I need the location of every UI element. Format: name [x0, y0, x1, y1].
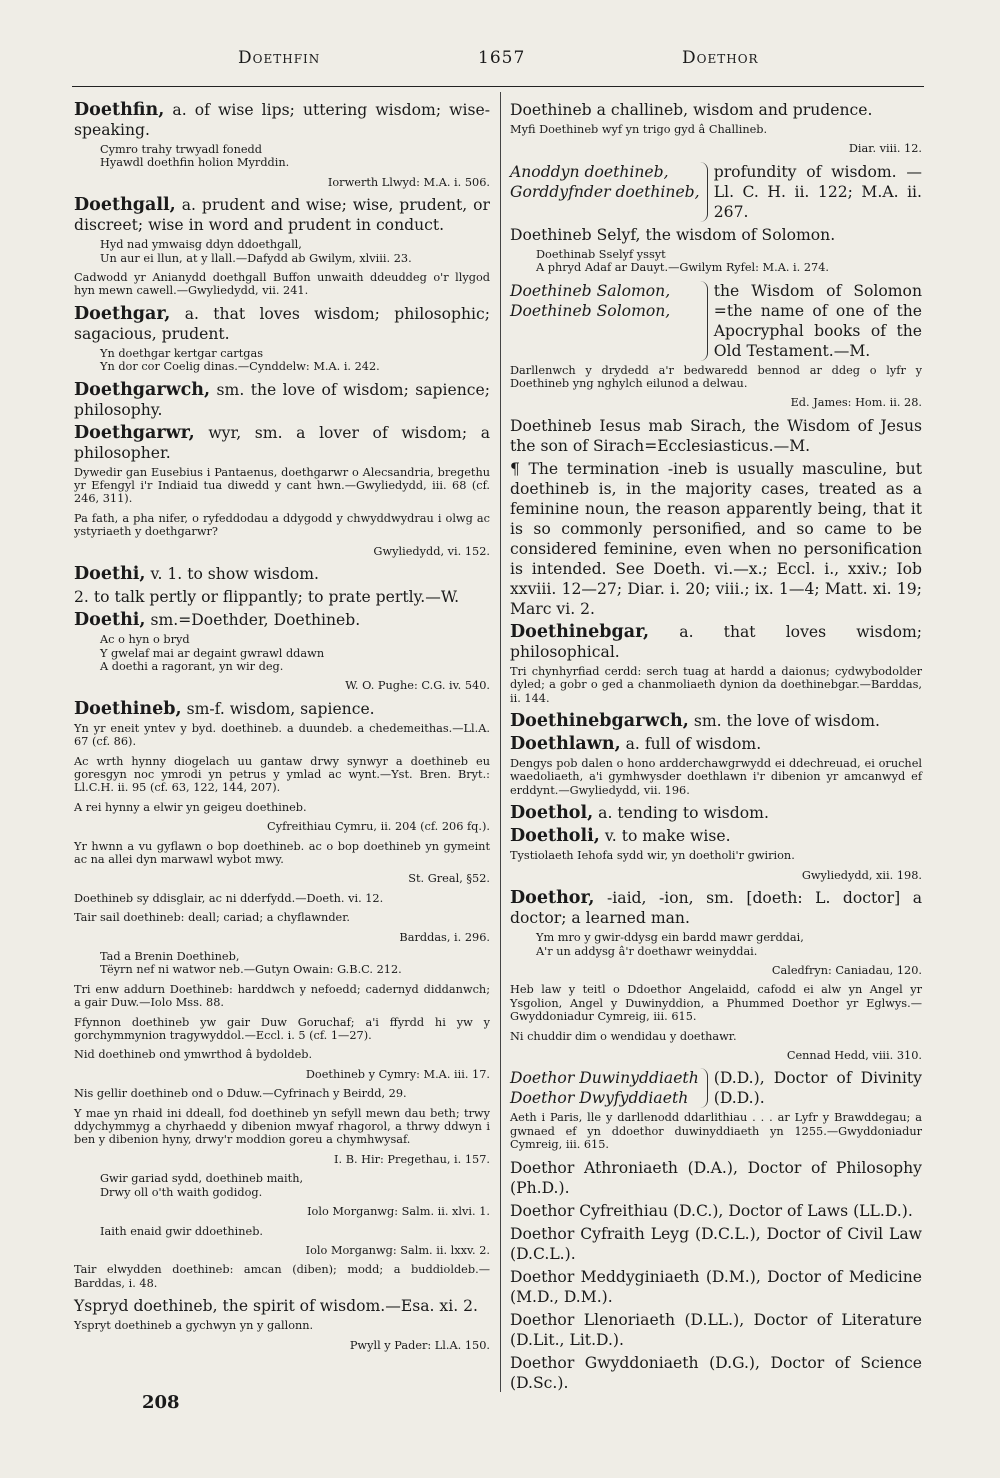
citation-quote: Ym mro y gwir-ddysg ein bardd mawr gerddai, A'r un addysg â'r doethawr weinyddai. — [536, 931, 804, 958]
dictionary-entry — [510, 826, 922, 846]
dictionary-entry — [74, 610, 490, 630]
bracketed-entry-row — [510, 281, 922, 361]
citation-quote: Cadwodd yr Anianydd doethgall Buffon unwaith ddeuddeg o'r llygod hyn mewn cawell.—Gwyliedydd, vii. 241. — [74, 271, 490, 298]
headword: Doethlawn, — [510, 734, 621, 755]
citation-quote: Yr hwnn a vu gyflawn o bop doethineb. ac o bop doethineb yn gymeint ac na allei dyn marwawl wybot mwy. — [74, 839, 490, 866]
headword: Doethgarwch, — [74, 379, 211, 400]
running-head-right: Doethor — [682, 48, 759, 68]
citation-source: Diar. viii. 12. — [848, 142, 922, 156]
entry-definition: Doethineb a challineb, wisdom and prudence. — [510, 101, 873, 119]
column-divider — [500, 92, 501, 1392]
dictionary-entry — [510, 1158, 922, 1198]
citation-quote: Darllenwch y drydedd a'r bedwaredd bennod ar ddeg o lyfr y Doethineb yng nghylch eilunod a delwau. — [510, 363, 922, 391]
bracketed-terms: Doethor Duwinyddiaeth Doethor Dwyfyddiaeth — [510, 1068, 708, 1108]
dictionary-entry — [510, 459, 922, 619]
bracketed-definition: profundity of wisdom. —Ll. C. H. ii. 122; M.A. ii. 267. — [713, 162, 922, 221]
entry-definition: sm.=Doethder, Doethineb. — [145, 611, 361, 630]
citation-source: Ed. James: Hom. ii. 28. — [790, 396, 922, 410]
left-column — [74, 100, 490, 1358]
entry-definition: a. prudent and wise; wise, prudent, or discreet; wise in word and prudent in conduct. — [74, 196, 490, 235]
bracketed-entry — [510, 1068, 922, 1108]
dictionary-entry — [74, 195, 490, 235]
bracketed-definition: the Wisdom of Solomon =the name of one of the Apocryphal books of the Old Testament.—M. — [713, 281, 922, 360]
citation-source: Iolo Morganwg: Salm. ii. lxxv. 2. — [305, 1243, 490, 1257]
entry-definition: Doethor Gwyddoniaeth (D.G.), Doctor of Science (D.Sc.). — [510, 1353, 922, 1392]
citation-quote: Doethinab Sselyf yssyt A phryd Adaf ar Dauyt.—Gwilym Ryfel: M.A. i. 274. — [536, 247, 829, 275]
citation-quote: Tair sail doethineb: deall; cariad; a chyflawnder. — [74, 911, 350, 925]
entry-definition: Doethor Llenoriaeth (D.LL.), Doctor of Literature (D.Lit., Lit.D.). — [510, 1310, 922, 1349]
dictionary-entry — [510, 1224, 922, 1264]
citation-quote: Heb law y teitl o Ddoethor Angelaidd, cafodd ei alw yn Angel yr Ysgolion, Angel y Duwinyddion, a Phummed Doethor yr Eglwys.—Gwyddoniadur Cymreig, iii. 615. — [510, 983, 922, 1024]
citation-quote: Ac wrth hynny diogelach uu gantaw drwy synwyr a doethineb eu goresgyn noc ymrodi yn petrus y ymlad ac wynt.—Yst. Bren. Bryt.: Ll.C.H. ii. 95 (cf. 63, 122, 144, 207). — [74, 754, 490, 795]
citation-source: Pwyll y Pader: Ll.A. 150. — [349, 1338, 490, 1352]
dictionary-entry — [510, 711, 922, 731]
bracketed-terms: Anoddyn doethineb, Gorddyfnder doethineb, — [510, 162, 708, 222]
entry-definition: -iaid, -ion, sm. [doeth: L. doctor] a doctor; a learned man. — [510, 889, 922, 928]
entry-definition: v. 1. to show wisdom. — [145, 565, 319, 584]
citation-quote: Iaith enaid gwir ddoethineb. — [100, 1224, 264, 1238]
dictionary-entry — [74, 100, 490, 140]
citation-quote: Hyd nad ymwaisg ddyn ddoethgall, Un aur ei llun, at y llall.—Dafydd ab Gwilym, xlviii. 23. — [100, 238, 412, 265]
citation-source: Barddas, i. 296. — [399, 930, 490, 944]
citation-source: Iorwerth Llwyd: M.A. i. 506. — [327, 175, 490, 189]
dictionary-entry — [74, 564, 490, 584]
dictionary-entry — [74, 304, 490, 344]
running-head-left: Doethfin — [238, 48, 321, 68]
citation-source: I. B. Hir: Pregethau, i. 157. — [334, 1152, 490, 1166]
citation-quote: Cymro trahy trwyadl fonedd Hyawdl doethfin holion Myrddin. — [100, 143, 290, 170]
citation-source: Iolo Morganwg: Salm. ii. xlvi. 1. — [307, 1205, 490, 1219]
entry-definition: Doethor Athroniaeth (D.A.), Doctor of Philosophy (Ph.D.). — [510, 1158, 922, 1197]
dictionary-entry — [510, 1353, 922, 1393]
entry-definition: a. that loves wisdom; philosophic; sagacious, prudent. — [74, 304, 490, 343]
dictionary-entry — [510, 1201, 922, 1221]
headword: Doethfin, — [74, 100, 165, 120]
citation-source: Cyfreithiau Cymru, ii. 204 (cf. 206 fq.). — [267, 820, 490, 834]
dictionary-entry — [74, 587, 490, 607]
entry-definition: 2. to talk pertly or flippantly; to prate pertly.—W. — [74, 588, 460, 607]
entry-definition: a. of wise lips; uttering wisdom; wise-speaking. — [74, 101, 490, 139]
headword: Doethinebgarwch, — [510, 711, 689, 732]
dictionary-entry — [510, 734, 922, 754]
entry-definition: sm. the love of wisdom; sapience; philosophy. — [74, 380, 490, 419]
dictionary-entry — [74, 1296, 490, 1316]
citation-quote: Tri chynhyrfiad cerdd: serch tuag at hardd a daionus; cydwybodolder dyled; a gobr o ged a chanmoliaeth dynion da doethinebgar.—Barddas, ii. 144. — [510, 664, 922, 705]
citation-source: Gwyliedydd, vi. 152. — [373, 544, 490, 558]
bracketed-entry — [510, 162, 922, 222]
citation-source: W. O. Pughe: C.G. iv. 540. — [345, 679, 490, 693]
header-rule — [72, 86, 924, 87]
citation-source: Doethineb y Cymry: M.A. iii. 17. — [305, 1067, 490, 1081]
citation-quote: Tair elwydden doethineb: amcan (diben); modd; a buddioldeb.—Barddas, i. 48. — [74, 1263, 490, 1290]
headword: Doethgarwr, — [74, 422, 195, 443]
page-folio: 1657 — [478, 48, 526, 68]
bracketed-terms: Doethineb Salomon, Doethineb Solomon, — [510, 281, 708, 361]
headword: Doethgall, — [74, 195, 176, 216]
bracketed-entry-row — [510, 1068, 922, 1108]
headword: Doethi, — [74, 564, 146, 585]
citation-quote: Myfi Doethineb wyf yn trigo gyd â Challineb. — [510, 123, 768, 136]
entry-definition: a. that loves wisdom; philosophical. — [510, 622, 922, 661]
dictionary-entry — [510, 622, 922, 662]
citation-quote: Nid doethineb ond ymwrthod â bydoldeb. — [74, 1048, 313, 1062]
entry-definition: v. to make wise. — [599, 827, 731, 846]
citation-source: Caledfryn: Caniadau, 120. — [771, 963, 922, 977]
dictionary-entry — [74, 380, 490, 420]
citation-quote: Yn yr eneit yntev y byd. doethineb. a duundeb. a chedemeithas.—Ll.A. 67 (cf. 86). — [74, 721, 490, 749]
dictionary-entry — [510, 888, 922, 928]
citation-source: Cennad Hedd, viii. 310. — [786, 1048, 922, 1062]
citation-source: St. Greal, §52. — [408, 872, 490, 886]
citation-quote: Yn doethgar kertgar cartgas Yn dor cor Coelig dinas.—Cynddelw: M.A. i. 242. — [100, 346, 380, 374]
headword: Doethgar, — [74, 303, 171, 324]
entry-definition: a. full of wisdom. — [620, 735, 762, 754]
dictionary-entry — [510, 1310, 922, 1350]
citation-quote: Ac o hyn o bryd Y gwelaf mai ar degaint gwrawl ddawn A doethi a ragorant, yn wir deg. — [100, 633, 325, 673]
citation-quote: A rei hynny a elwir yn geigeu doethineb. — [74, 800, 307, 814]
bracketed-entry-row — [510, 162, 922, 222]
headword: Doethineb, — [74, 698, 182, 719]
citation-quote: Tad a Brenin Doethineb, Tëyrn nef ni watwor neb.—Gutyn Owain: G.B.C. 212. — [100, 950, 402, 977]
bracketed-entry — [510, 281, 922, 361]
entry-definition: ¶ The termination -ineb is usually masculine, but doethineb is, in the majority cases, treated as a feminine noun, the reason apparently being, that it is so commonly personified, and so came to be considered feminine, even when no personification is intended. See Doeth. vi.—x.; Eccl. i., xxiv.; Iob xxviii. 12—27; Diar. i. 20; viii.; ix. 1—4; Matt. xi. 19; Marc vi. 2. — [510, 459, 922, 618]
headword: Doetholi, — [510, 826, 600, 847]
entry-definition: sm. the love of wisdom. — [688, 712, 880, 731]
entry-definition: Doethineb Selyf, the wisdom of Solomon. — [510, 225, 836, 244]
right-column — [510, 100, 922, 1396]
citation-quote: Gwir gariad sydd, doethineb maith, Drwy oll o'th waith godidog. — [100, 1172, 304, 1199]
bracketed-definition: (D.D.), Doctor of Divinity (D.D.). — [713, 1069, 922, 1108]
citation-quote: Pa fath, a pha nifer, o ryfeddodau a ddygodd y chwyddwydrau i olwg ac ystyriaeth y doethgarwr? — [74, 511, 490, 539]
headword: Doethi, — [74, 610, 146, 631]
entry-definition: a. tending to wisdom. — [593, 804, 769, 823]
citation-quote: Ffynnon doethineb yw gair Duw Goruchaf; a'i ffyrdd hi yw y gorchymmynion tragywyddol.—Eccl. i. 5 (cf. 1—27). — [74, 1015, 490, 1043]
dictionary-entry — [510, 1267, 922, 1307]
citation-source: Gwyliedydd, xii. 198. — [801, 868, 922, 882]
dictionary-entry — [74, 699, 490, 719]
entry-definition: Doethor Meddyginiaeth (D.M.), Doctor of Medicine (M.D., D.M.). — [510, 1267, 922, 1306]
entry-definition: Doethor Cyfreithiau (D.C.), Doctor of Laws (LL.D.). — [510, 1201, 913, 1220]
citation-quote: Y mae yn rhaid ini ddeall, fod doethineb yn sefyll mewn dau beth; trwy ddychymmyg a chyrhaedd y dibenion mwyaf rhagorol, a thrwy ddwyn i ben y dibenion hyny, drwy'r moddion goreu a chymhwysaf. — [74, 1106, 490, 1147]
headword: Doethol, — [510, 803, 594, 824]
entry-definition: wyr, sm. a lover of wisdom; a philosopher. — [74, 423, 490, 462]
entry-definition: Doethineb Iesus mab Sirach, the Wisdom of Jesus the son of Sirach=Ecclesiasticus.—M. — [510, 416, 922, 455]
citation-quote: Yspryt doethineb a gychwyn yn y gallonn. — [74, 1319, 314, 1333]
citation-quote: Tri enw addurn Doethineb: harddwch y nefoedd; cadernyd diddanwch; a gair Duw.—Iolo Mss. 88. — [74, 982, 490, 1010]
citation-quote: Tystiolaeth Iehofa sydd wir, yn doetholi'r gwirion. — [510, 849, 795, 863]
citation-quote: Nis gellir doethineb ond o Dduw.—Cyfrinach y Beirdd, 29. — [74, 1087, 407, 1101]
citation-quote: Dengys pob dalen o hono ardderchawgrwydd ei ddechreuad, ei oruchel waedoliaeth, a'i gymhwysder doethlawn i'r dibenion yr amcanwyd ef erddynt.—Gwyliedydd, vii. 196. — [510, 757, 922, 797]
headword: Doethor, — [510, 888, 595, 909]
dictionary-entry — [510, 416, 922, 456]
entry-definition: sm-f. wisdom, sapience. — [181, 699, 375, 718]
dictionary-entry — [74, 423, 490, 463]
citation-quote: Doethineb sy ddisglair, ac ni dderfydd.—Doeth. vi. 12. — [74, 891, 384, 905]
page-number: 208 — [142, 1392, 180, 1413]
entry-definition: Yspryd doethineb, the spirit of wisdom.—Esa. xi. 2. — [74, 1297, 479, 1316]
entry-definition: Doethor Cyfraith Leyg (D.C.L.), Doctor of Civil Law (D.C.L.). — [510, 1224, 922, 1263]
citation-quote: Dywedir gan Eusebius i Pantaenus, doethgarwr o Alecsandria, bregethu yr Efengyl i'r Indiaid tua diwedd y cant hwn.—Gwyliedydd, iii. 68 (cf. 246, 311). — [74, 465, 490, 506]
dictionary-entry — [510, 100, 922, 120]
dictionary-entry — [510, 803, 922, 823]
citation-quote: Aeth i Paris, lle y darllenodd ddarlithiau . . . ar Lyfr y Brawddegau; a gwnaed ef yn ddoethor duwinyddiaeth yn 1255.—Gwyddoniadur Cymreig, iii. 615. — [510, 1111, 922, 1152]
headword: Doethinebgar, — [510, 621, 650, 642]
dictionary-entry — [510, 225, 922, 245]
citation-quote: Ni chuddir dim o wendidau y doethawr. — [510, 1029, 737, 1043]
